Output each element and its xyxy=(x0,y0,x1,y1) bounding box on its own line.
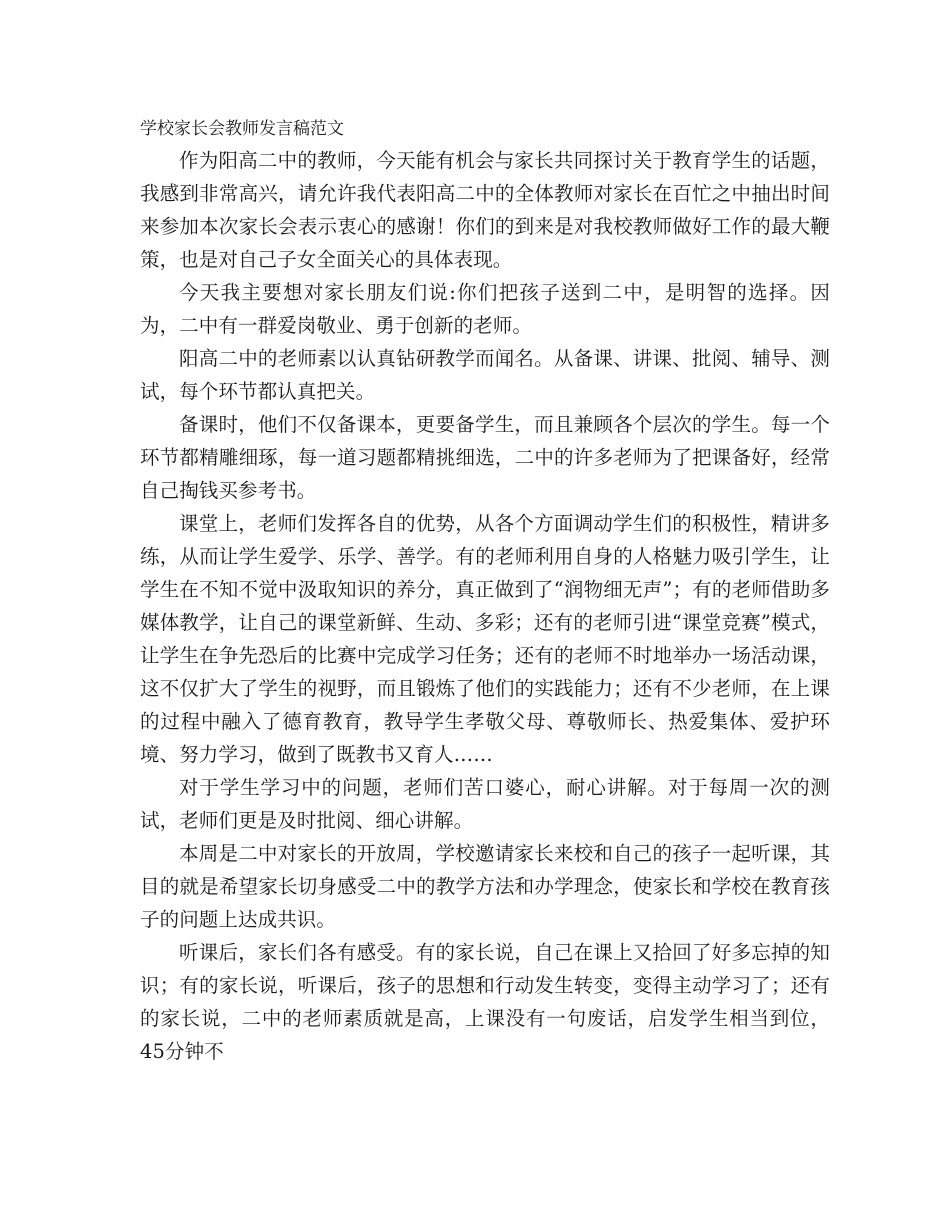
document-title: 学校家长会教师发言稿范文 xyxy=(140,119,344,139)
paragraph-student-questions: 对于学生学习中的问题，老师们苦口婆心，耐心讲解。对于每周一次的测试，老师们更是及时批阅、细心讲解。 xyxy=(140,776,830,832)
paragraph-teaching-reputation: 阳高二中的老师素以认真钻研教学而闻名。从备课、讲课、批阅、辅导、测试，每个环节都认真把关。 xyxy=(140,347,830,403)
paragraph-intro: 作为阳高二中的教师，今天能有机会与家长共同探讨关于教育学生的话题，我感到非常高兴，请允许我代表阳高二中的全体教师对家长在百忙之中抽出时间来参加本次家长会表示衷心的感谢！你们的到来是对我校教师做好工作的最大鞭策，也是对自己子女全面关心的具体表现。 xyxy=(140,149,830,271)
paragraph-lesson-prep: 备课时，他们不仅备课本，更要备学生，而且兼顾各个层次的学生。每一个环节都精雕细琢，每一道习题都精挑细选，二中的许多老师为了把课备好，经常自己掏钱买参考书。 xyxy=(140,413,830,502)
paragraph-wise-choice: 今天我主要想对家长朋友们说:你们把孩子送到二中，是明智的选择。因为，二中有一群爱岗敬业、勇于创新的老师。 xyxy=(140,281,830,337)
paragraph-parent-feedback: 听课后，家长们各有感受。有的家长说，自己在课上又拾回了好多忘掉的知识；有的家长说，听课后，孩子的思想和行动发生转变，变得主动学习了；还有的家长说，二中的老师素质就是高，上课没有一句废话，启发学生相当到位，45分钟不 xyxy=(140,941,830,1063)
paragraph-open-week: 本周是二中对家长的开放周，学校邀请家长来校和自己的孩子一起听课，其目的就是希望家长切身感受二中的教学方法和办学理念，使家长和学校在教育孩子的问题上达成共识。 xyxy=(140,842,830,931)
paragraph-classroom: 课堂上，老师们发挥各自的优势，从各个方面调动学生们的积极性，精讲多练，从而让学生爱学、乐学、善学。有的老师利用自身的人格魅力吸引学生，让学生在不知不觉中汲取知识的养分，真正做到了“润物细无声”；有的老师借助多媒体教学，让自己的课堂新鲜、生动、多彩；还有的老师引进“课堂竞赛”模式，让学生在争先恐后的比赛中完成学习任务；还有的老师不时地举办一场活动课，这不仅扩大了学生的视野，而且锻炼了他们的实践能力；还有不少老师，在上课的过程中融入了德育教育，教导学生孝敬父母、尊敬师长、热爱集体、爱护环境、努力学习，做到了既教书又育人…… xyxy=(140,512,830,766)
